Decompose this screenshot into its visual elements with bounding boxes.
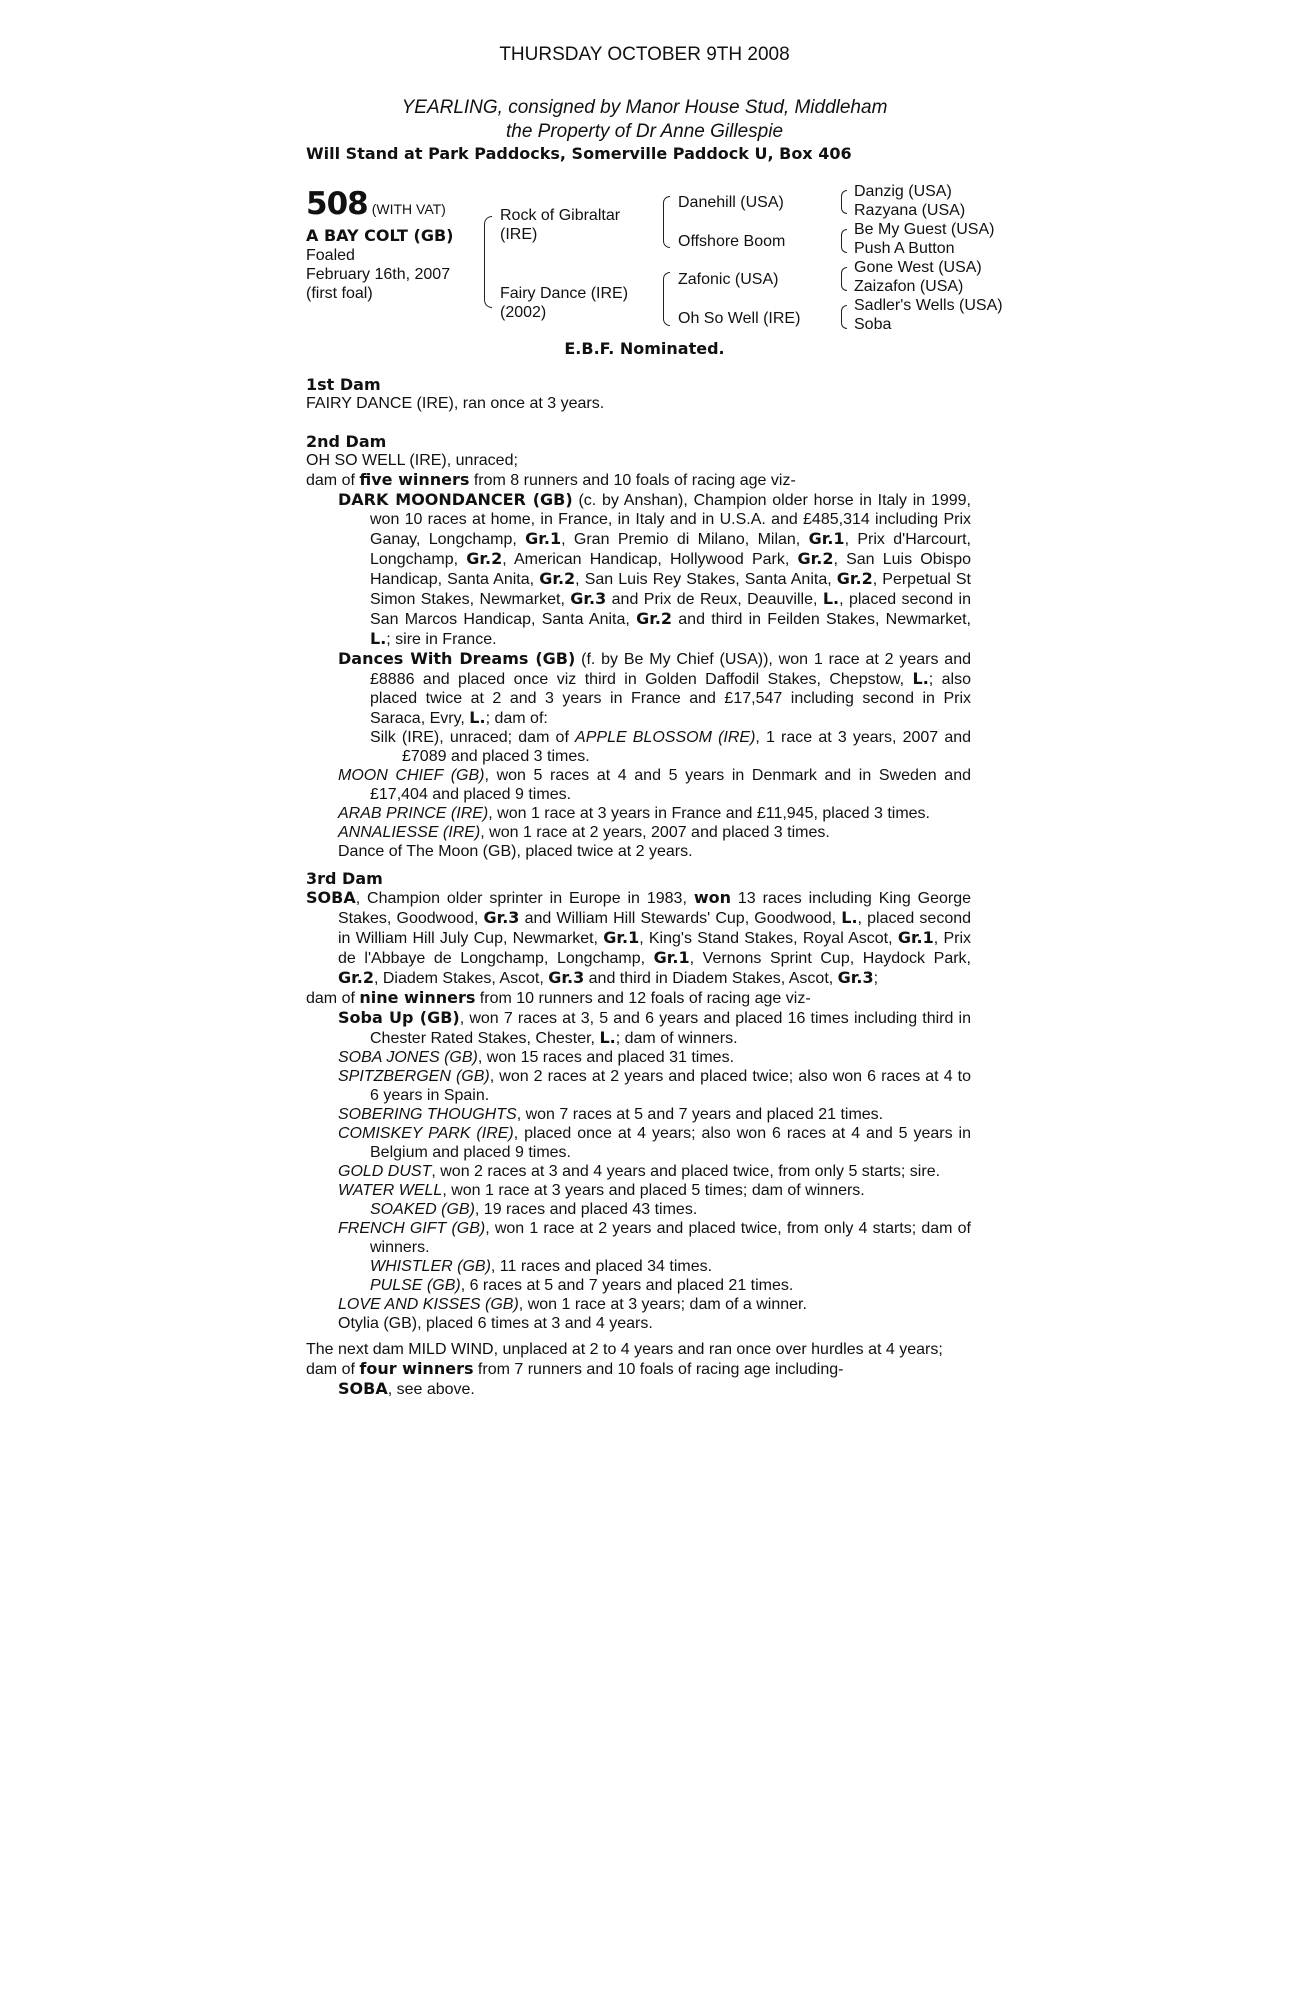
entry-soba: SOBA, Champion older sprinter in Europe in 1983, won 13 races including King George Stakes, Goodwood, Gr.3 and William Hill Stewards' Cup, Goodwood, L., placed second in William Hill July Cup, Newmarket, Gr.1, King's Stand Stakes, Royal Ascot, Gr.1, Prix de l'Abbaye de Longchamp, Longchamp, Gr.1, Vernons Sprint Cup, Haydock Park, Gr.2, Diadem Stakes, Ascot, Gr.3 and third in Diadem Stakes, Ascot, Gr.3; (306, 888, 972, 987)
gen3-7: Sadler's Wells (USA) (854, 297, 1003, 314)
entry-dark-moondancer: DARK MOONDANCER (GB) (c. by Anshan), Champion older horse in Italy in 1999, won 10 races at home, in France, in Italy and in U.S.A. and £485,314 including Prix Ganay, Longchamp, Gr.1, Gran Premio di Milano, Milan, Gr.1, Prix d'Harcourt, Longchamp, Gr.2, American Handicap, Hollywood Park, Gr.2, San Luis Obispo Handicap, Santa Anita, Gr.2, San Luis Rey Stakes, Santa Anita, Gr.2, Perpetual St Simon Stakes, Newmarket, Gr.3 and Prix de Reux, Deauville, L., placed second in San Marcos Handicap, Santa Anita, Gr.2 and third in Feilden Stakes, Newmarket, L.; sire in France. (338, 490, 972, 648)
vat-note: (WITH VAT) (371, 201, 446, 217)
gen3-3: Be My Guest (USA) (854, 221, 995, 238)
entry-comiskey-park: COMISKEY PARK (IRE), placed once at 4 years; also won 6 races at 4 and 5 years in Belgium and placed 9 times. (338, 1125, 971, 1161)
entry-pulse: PULSE (GB), 6 races at 5 and 7 years and placed 21 times. (370, 1277, 794, 1294)
foaled-label: Foaled (306, 247, 355, 264)
gen3-5: Gone West (USA) (854, 259, 982, 276)
brace-generation-1 (484, 216, 492, 308)
gen3-4: Push A Button (854, 240, 955, 257)
brace-gen3-c (841, 267, 847, 291)
dam-sire: Zafonic (USA) (678, 271, 779, 288)
second-dam-line2: dam of five winners from 8 runners and 10 foals of racing age viz- (306, 470, 796, 489)
gen3-8: Soba (854, 316, 892, 333)
next-dam-section (306, 1340, 971, 1399)
brace-dam-parents (663, 272, 670, 326)
next-dam-line1: The next dam MILD WIND, unplaced at 2 to 4 years and ran once over hurdles at 4 years; (306, 1341, 943, 1358)
entry-dances-with-dreams: Dances With Dreams (GB) (f. by Be My Chief (USA)), won 1 race at 2 years and £8886 and placed once viz third in Golden Daffodil Stakes, Chepstow, L.; also placed twice at 2 and 3 years in France and £17,547 including second in Prix Saraca, Evry, L.; dam of: (338, 649, 972, 727)
lot-name: A BAY COLT (GB) (306, 226, 454, 245)
second-dam-section (306, 432, 971, 861)
gen3-2: Razyana (USA) (854, 202, 966, 219)
first-dam-text: FAIRY DANCE (IRE), ran once at 3 years. (306, 395, 605, 412)
dam-year: (2002) (500, 304, 547, 321)
entry-spitzbergen: SPITZBERGEN (GB), won 2 races at 2 years and placed twice; also won 6 races at 4 to 6 years in Spain. (338, 1068, 971, 1104)
third-dam-heading: 3rd Dam (306, 869, 383, 888)
third-dam-section (306, 869, 971, 1333)
first-dam-section (306, 375, 971, 413)
dam-name: Fairy Dance (IRE) (500, 285, 629, 302)
entry-annaliesse: ANNALIESSE (IRE), won 1 race at 2 years, 2007 and placed 3 times. (338, 824, 830, 841)
dam (500, 284, 628, 322)
second-dam-heading: 2nd Dam (306, 432, 387, 451)
brace-gen3-a (841, 190, 847, 214)
lot-heading (306, 186, 446, 222)
brace-sire-parents (663, 196, 670, 248)
entry-moon-chief: MOON CHIEF (GB), won 5 races at 4 and 5 years in Denmark and in Sweden and £17,404 and placed 9 times. (338, 767, 971, 803)
entry-water-well: WATER WELL, won 1 race at 3 years and placed 5 times; dam of winners. (338, 1182, 865, 1199)
dam-dam: Oh So Well (IRE) (678, 310, 801, 327)
second-dam-line1: OH SO WELL (IRE), unraced; (306, 452, 518, 469)
entry-gold-dust: GOLD DUST, won 2 races at 3 and 4 years and placed twice, from only 5 starts; sire. (338, 1163, 941, 1180)
entry-dance-of-the-moon: Dance of The Moon (GB), placed twice at 2 years. (338, 843, 693, 860)
third-dam-produce: dam of nine winners from 10 runners and 12 foals of racing age viz- (306, 988, 811, 1007)
entry-whistler: WHISTLER (GB), 11 races and placed 34 times. (370, 1258, 713, 1275)
ebf-nominated: E.B.F. Nominated. (564, 339, 725, 358)
lot-number: 508 (306, 186, 368, 222)
sire-sire: Danehill (USA) (678, 194, 784, 211)
sire-name: Rock of Gibraltar (500, 207, 621, 224)
entry-soba-see-above: SOBA, see above. (338, 1379, 475, 1398)
foal-note: (first foal) (306, 285, 373, 302)
sire (500, 206, 620, 244)
property-line: the Property of Dr Anne Gillespie (505, 121, 784, 142)
gen3-6: Zaizafon (USA) (854, 278, 964, 295)
foaled-date: February 16th, 2007 (306, 266, 451, 283)
entry-love-and-kisses: LOVE AND KISSES (GB), won 1 race at 3 years; dam of a winner. (338, 1296, 807, 1313)
entry-soaked: SOAKED (GB), 19 races and placed 43 times. (370, 1201, 698, 1218)
next-dam-line2: dam of four winners from 7 runners and 10 foals of racing age including- (306, 1359, 844, 1378)
first-dam-heading: 1st Dam (306, 375, 381, 394)
sire-country: (IRE) (500, 226, 538, 243)
stand-location: Will Stand at Park Paddocks, Somerville Paddock U, Box 406 (306, 144, 852, 163)
brace-gen3-d (841, 305, 847, 329)
brace-gen3-b (841, 229, 847, 253)
entry-sobering-thoughts: SOBERING THOUGHTS, won 7 races at 5 and 7 years and placed 21 times. (338, 1106, 884, 1123)
entry-arab-prince: ARAB PRINCE (IRE), won 1 race at 3 years in France and £11,945, placed 3 times. (338, 805, 930, 822)
pedigree-block (306, 183, 1026, 346)
entry-french-gift: FRENCH GIFT (GB), won 1 race at 2 years and placed twice, from only 4 starts; dam of winners. (338, 1220, 972, 1256)
entry-soba-up: Soba Up (GB), won 7 races at 3, 5 and 6 years and placed 16 times including third in Chester Rated Stakes, Chester, L.; dam of winners. (338, 1008, 971, 1047)
consignor-line: YEARLING, consigned by Manor House Stud, Middleham (401, 97, 888, 118)
sire-dam: Offshore Boom (678, 233, 786, 250)
foaled-info (306, 246, 450, 303)
gen3-1: Danzig (USA) (854, 183, 952, 200)
sale-date: THURSDAY OCTOBER 9TH 2008 (499, 44, 790, 65)
entry-soba-jones: SOBA JONES (GB), won 15 races and placed 31 times. (338, 1049, 735, 1066)
entry-otylia: Otylia (GB), placed 6 times at 3 and 4 years. (338, 1315, 653, 1332)
entry-silk: Silk (IRE), unraced; dam of APPLE BLOSSOM (IRE), 1 race at 3 years, 2007 and £7089 and placed 3 times. (370, 729, 972, 765)
